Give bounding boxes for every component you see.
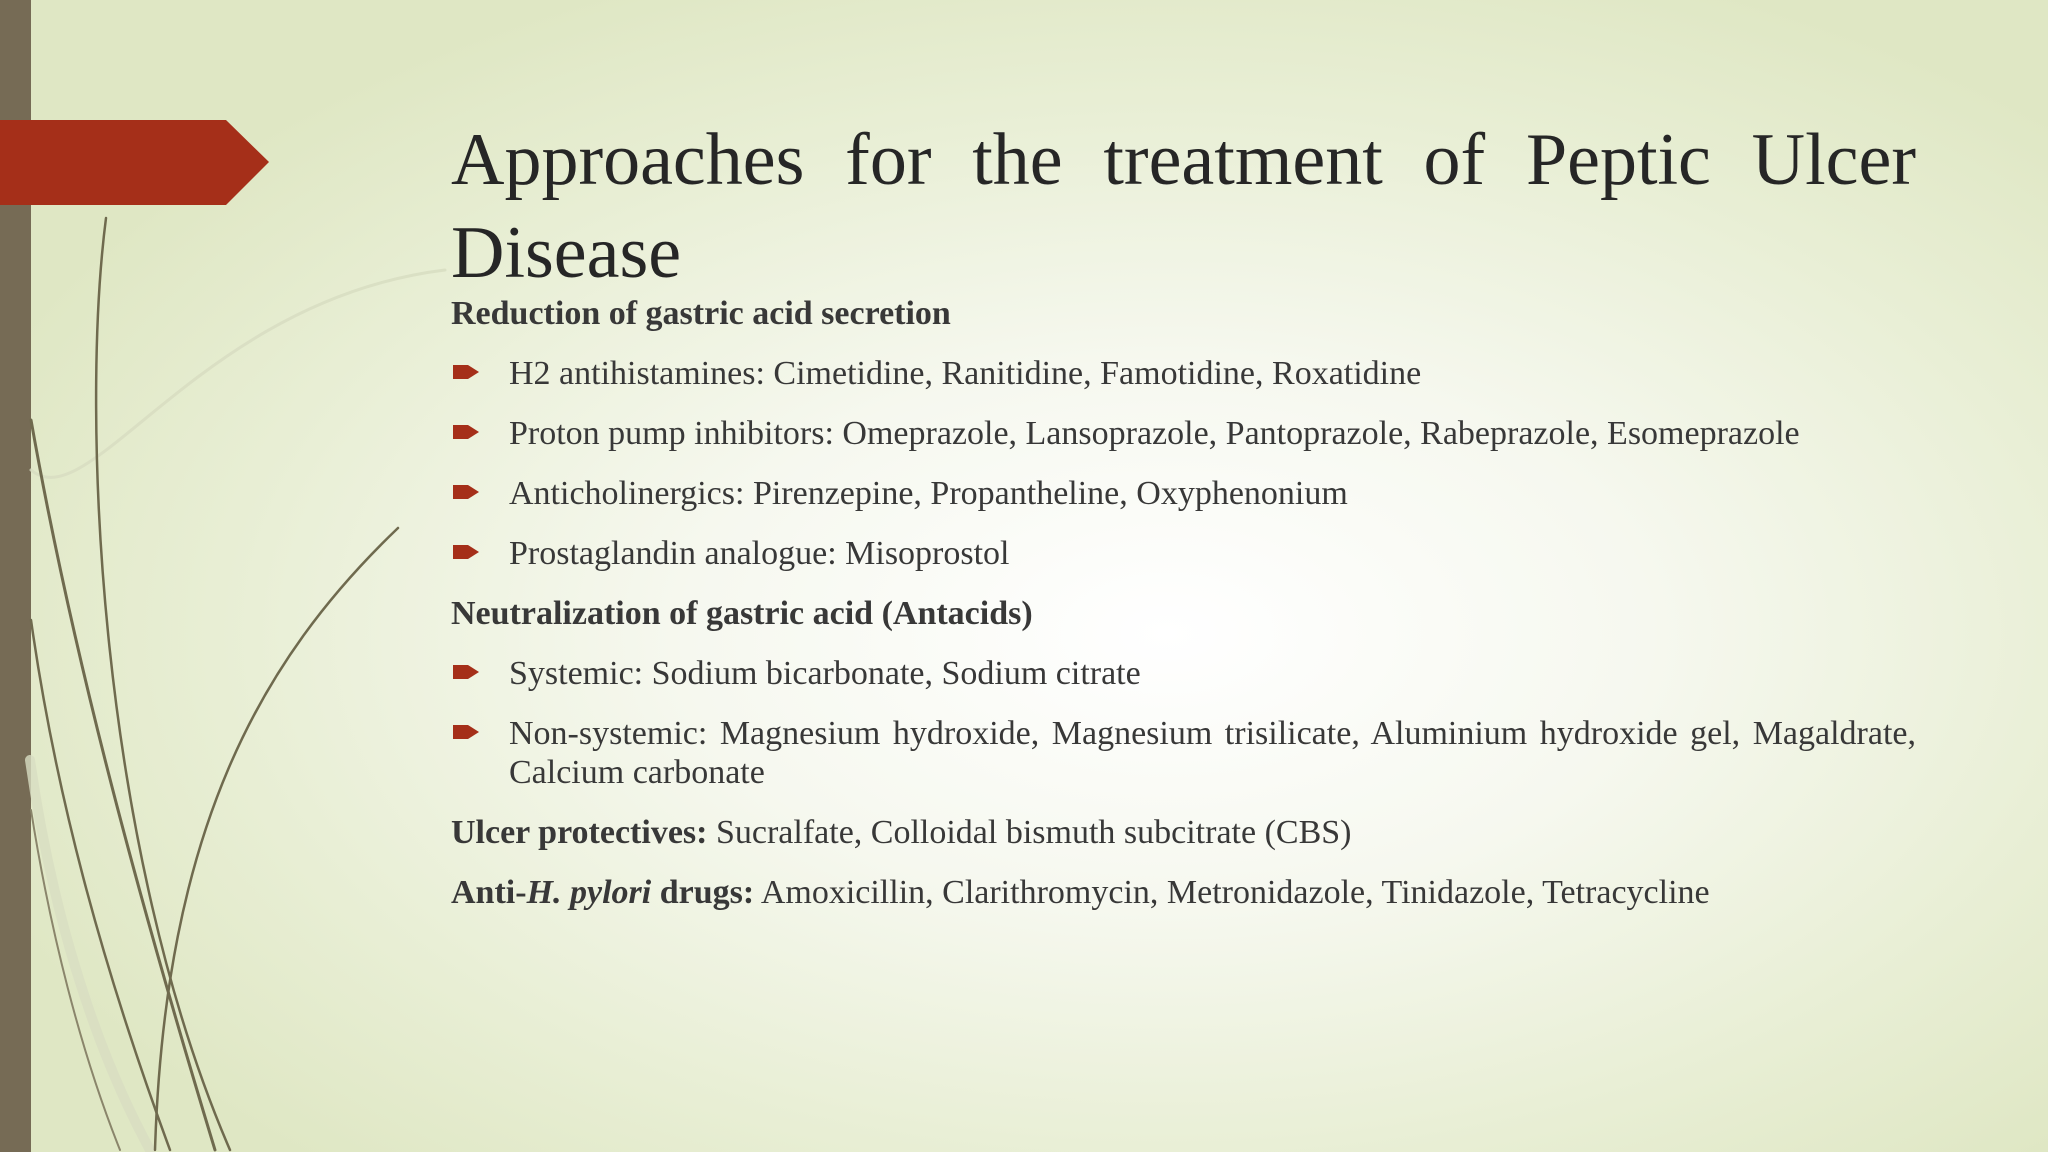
arrow-bullet-icon (453, 721, 479, 743)
list-item (451, 414, 1916, 453)
arrow-bullet-icon (453, 361, 479, 383)
list-item-text: H2 antihistamines: Cimetidine, Ranitidine, Famotidine, Roxatidine (509, 355, 1422, 392)
red-arrow-tag (0, 120, 269, 205)
list-item-text: Anticholinergics: Pirenzepine, Propantheline, Oxyphenonium (509, 475, 1348, 512)
list-item-text: Proton pump inhibitors: Omeprazole, Lansoprazole, Pantoprazole, Rabeprazole, Esomeprazole (509, 415, 1800, 452)
anti-h-pylori-text: Amoxicillin, Clarithromycin, Metronidazole, Tinidazole, Tetracycline (754, 874, 1710, 911)
organism-name: H. pylori (526, 874, 652, 911)
anti-prefix: Anti- (451, 874, 527, 911)
section-ulcer-protectives (451, 813, 1916, 852)
list-item (451, 714, 1916, 792)
list-item-text: Prostaglandin analogue: Misoprostol (509, 535, 1010, 572)
arrow-bullet-icon (453, 661, 479, 683)
section-anti-h-pylori (451, 873, 1916, 912)
protectives-text: Sucralfate, Colloidal bismuth subcitrate (CBS) (707, 814, 1352, 851)
section-heading-neutralization: Neutralization of gastric acid (Antacids) (451, 595, 1033, 632)
protectives-label: Ulcer protectives: (451, 814, 708, 851)
anti-suffix: drugs: (651, 874, 755, 911)
slide-content (451, 294, 1916, 933)
list-item-text: Systemic: Sodium bicarbonate, Sodium citrate (509, 655, 1141, 692)
list-item (451, 354, 1916, 393)
arrow-bullet-icon (453, 541, 479, 563)
slide-title: Approaches for the treatment of Peptic Ulcer Disease (451, 119, 1916, 294)
list-item (451, 534, 1916, 573)
arrow-bullet-icon (453, 421, 479, 443)
arrow-bullet-icon (453, 481, 479, 503)
section-heading-reduction: Reduction of gastric acid secretion (451, 295, 951, 332)
list-item (451, 474, 1916, 513)
list-item-text: Non-systemic: Magnesium hydroxide, Magnesium trisilicate, Aluminium hydroxide gel, Magaldrate, Calcium carbonate (509, 715, 1916, 791)
list-item (451, 654, 1916, 693)
